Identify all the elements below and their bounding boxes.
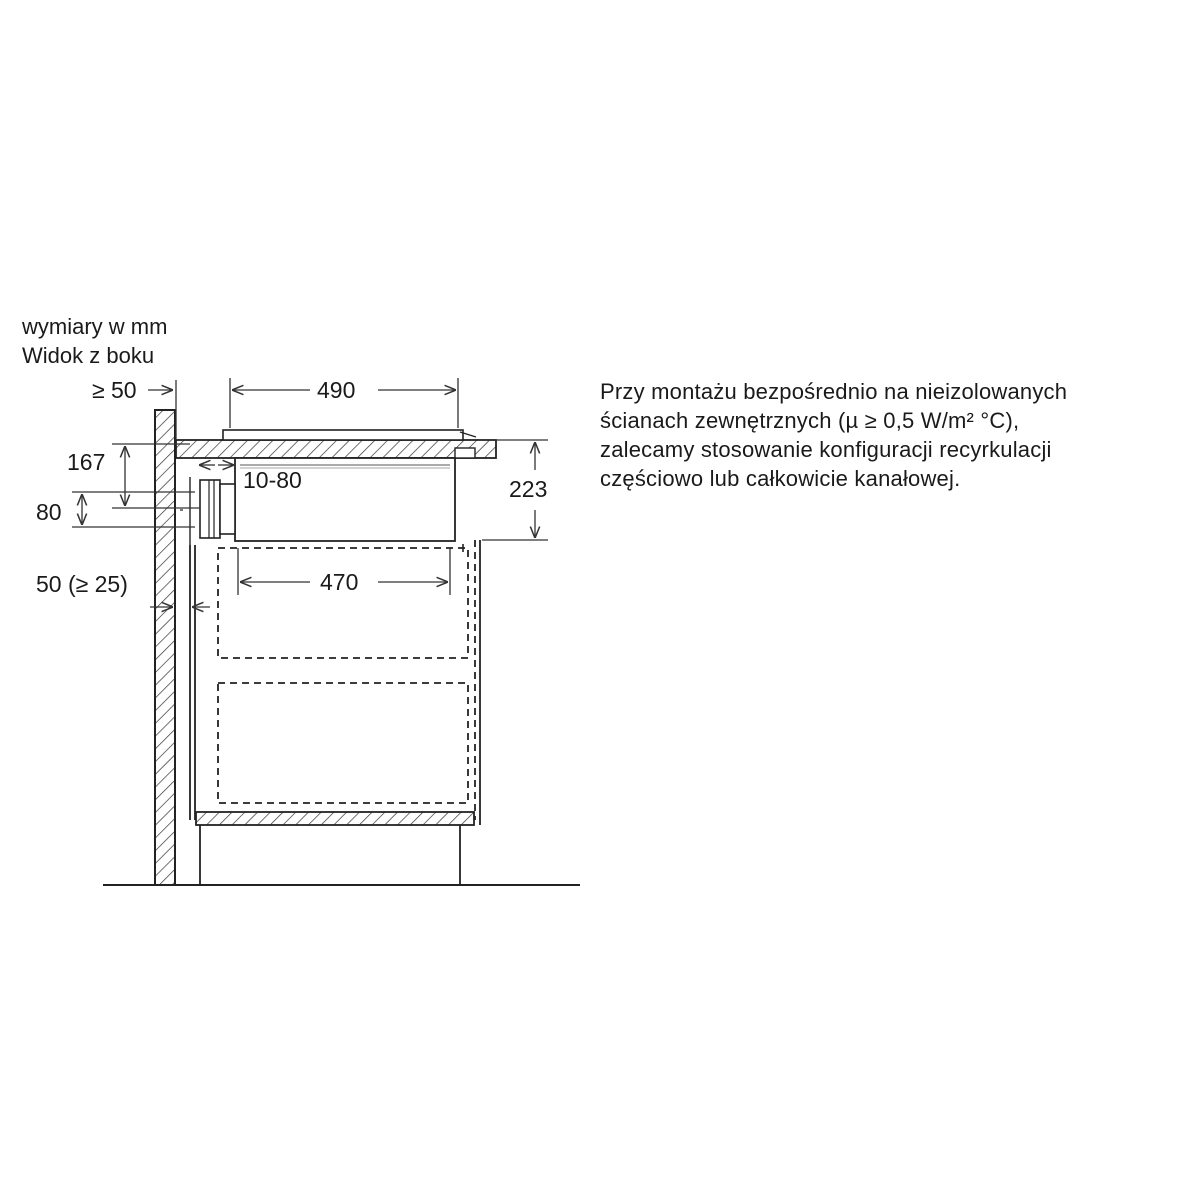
dim-167: 167 (67, 449, 106, 475)
dim-wall-gap: ≥ 50 (92, 377, 137, 403)
installation-note (600, 377, 1190, 493)
worktop (176, 430, 496, 458)
dim-470: 470 (320, 569, 359, 595)
units-label: wymiary w mm (22, 314, 168, 339)
dim-223: 223 (509, 476, 548, 502)
note-line: częściowo lub całkowicie kanałowej. (600, 466, 961, 491)
duct-outlet (190, 477, 235, 545)
wall (155, 410, 175, 885)
dim-10-80: 10-80 (243, 467, 302, 493)
dim-80: 80 (36, 499, 62, 525)
dim-cooktop-width: 490 (317, 377, 356, 403)
note-line: ścianach zewnętrznych (µ ≥ 0,5 W/m² °C), (600, 408, 1020, 433)
dim-back-gap: 50 (≥ 25) (36, 571, 128, 597)
note-line: Przy montażu bezpośrednio na nieizolowanych (600, 379, 1068, 404)
view-label: Widok z boku (22, 343, 155, 368)
note-line: zalecamy stosowanie konfiguracji recyrkulacji (600, 437, 1052, 462)
